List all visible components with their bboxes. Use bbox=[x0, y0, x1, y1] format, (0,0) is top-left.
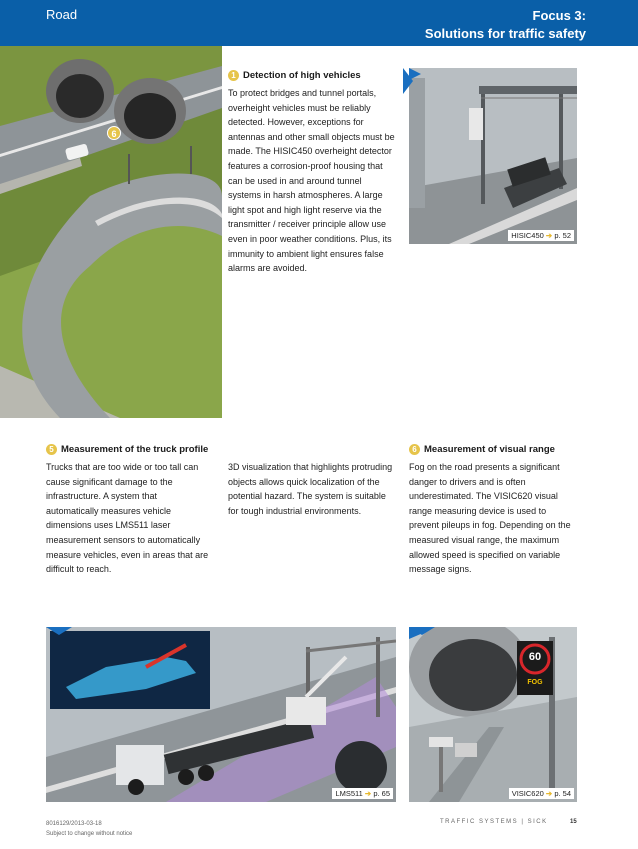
visic620-photo bbox=[409, 627, 577, 802]
speed-sign-value: 60 bbox=[528, 651, 542, 663]
visual-body: Fog on the road presents a significant danger to drivers and is often underestimated. The VISIC620 visual range measuring device is used to prevent pileups in fog. Depending on the measured visual range, the maximum allowed speed is specified on variable message signs. bbox=[409, 462, 571, 575]
aerial-marker-badge: 6 bbox=[107, 126, 121, 140]
hisic450-photo bbox=[409, 68, 577, 244]
lms511-caption-product: LMS511 bbox=[335, 789, 363, 798]
visual-badge: 6 bbox=[409, 444, 420, 455]
visual-heading bbox=[409, 444, 577, 455]
truck-profile-continued bbox=[228, 460, 396, 518]
hisic450-caption[interactable] bbox=[508, 230, 574, 241]
truck-profile-section bbox=[46, 444, 210, 577]
aerial-road-illustration bbox=[0, 46, 222, 418]
page-header bbox=[0, 0, 638, 46]
focus-title bbox=[425, 7, 586, 43]
section-title: Road bbox=[46, 7, 78, 22]
blue-tab-marker-top bbox=[403, 68, 413, 94]
truck-badge: 5 bbox=[46, 444, 57, 455]
truck-heading-text: Measurement of the truck profile bbox=[61, 444, 209, 456]
focus-line-2: Solutions for traffic safety bbox=[424, 26, 586, 41]
lms511-photo bbox=[46, 627, 396, 802]
footer-doc-id: 8016129/2013-03-18 bbox=[46, 821, 102, 827]
footer-left bbox=[46, 819, 132, 839]
blue-tab-marker-right bbox=[409, 627, 435, 635]
detection-body: To protect bridges and tunnel portals, overheight vehicles must be reliably detected. However, exceptions for antennas and other small objects must be made. The HISIC450 overheight detector features a corrosion-proof housing that can be used in and around tunnel systems in harsh atmospheres. A large light spot and high light reserve via the transmitter / receiver principle allow use even in poor weather conditions. Plus, its immunity to ambient light ensures false alarms are avoided. bbox=[228, 88, 395, 274]
hisic450-caption-page: p. 52 bbox=[554, 231, 571, 240]
detection-badge: 1 bbox=[228, 70, 239, 81]
page-number: 15 bbox=[570, 819, 577, 825]
visic620-caption-page: p. 54 bbox=[554, 789, 571, 798]
hisic450-caption-product: HISIC450 bbox=[511, 231, 544, 240]
arrow-right-icon: ➔ bbox=[545, 231, 553, 240]
footer-series: TRAFFIC SYSTEMS | SICK bbox=[440, 819, 548, 825]
blue-tab-marker-left bbox=[46, 627, 72, 635]
footer-notice: Subject to change without notice bbox=[46, 831, 133, 837]
arrow-right-icon: ➔ bbox=[364, 789, 372, 798]
arrow-right-icon: ➔ bbox=[545, 789, 553, 798]
visual-range-section bbox=[409, 444, 577, 577]
lms511-caption-page: p. 65 bbox=[373, 789, 390, 798]
lms511-caption[interactable] bbox=[332, 788, 393, 799]
detection-heading-text: Detection of high vehicles bbox=[243, 70, 361, 82]
detection-heading bbox=[228, 70, 396, 81]
visual-heading-text: Measurement of visual range bbox=[424, 444, 555, 456]
speed-sign-text: FOG bbox=[527, 679, 543, 686]
truck-body: Trucks that are too wide or too tall can cause significant damage to the infrastructure. A system that automatically measures vehicle dimensions uses LMS511 laser measurement sensors to automatically measure vehicles, even in areas that are difficult to reach. bbox=[46, 462, 209, 575]
focus-line-1: Focus 3: bbox=[532, 8, 586, 23]
visic620-caption-product: VISIC620 bbox=[511, 789, 544, 798]
detection-section bbox=[228, 70, 396, 276]
visic620-caption[interactable] bbox=[509, 788, 574, 799]
truck-body-continued: 3D visualization that highlights protruding objects allows quick localization of the potential hazard. The system is suitable for tough industrial environments. bbox=[228, 462, 393, 516]
truck-heading bbox=[46, 444, 210, 455]
